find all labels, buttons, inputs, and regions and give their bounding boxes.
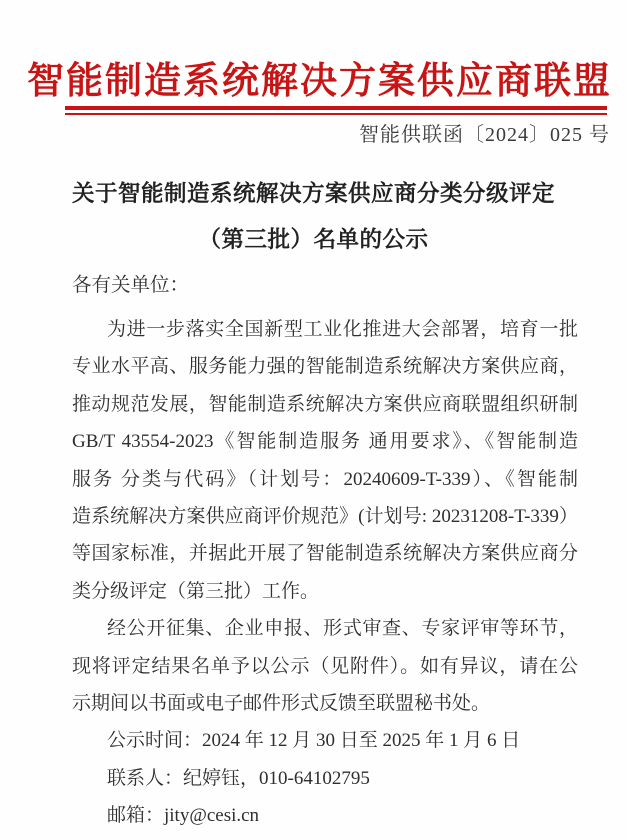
org-title: 智能制造系统解决方案供应商联盟	[27, 61, 612, 102]
paragraph-1-line: 造系统解决方案供应商评价规范》(计划号: 20231208-T-339）	[72, 506, 578, 528]
document-body	[0, 272, 627, 835]
paragraph-2-line: 经公开征集、企业申报、形式审查、专家评审等环节，	[107, 618, 578, 640]
contact-person: 联系人：纪婷钰，010-64102795	[107, 767, 370, 789]
paragraph-1-line: 为进一步落实全国新型工业化推进大会部署，培育一批	[107, 319, 578, 340]
paragraph-1-line: 推动规范发展，智能制造系统解决方案供应商联盟组织研制	[72, 393, 578, 415]
subject-title	[0, 171, 627, 263]
paragraph-1-line: 等国家标准，并据此开展了智能制造系统解决方案供应商分	[72, 543, 578, 565]
paragraph-2-line: 示期间以书面或电子邮件形式反馈至联盟秘书处。	[72, 693, 491, 715]
paragraph-2	[72, 610, 578, 722]
salutation: 各有关单位：	[72, 275, 190, 296]
paragraph-1-line: 专业水平高、服务能力强的智能制造系统解决方案供应商，	[72, 356, 578, 378]
paragraph-1-line: 服务 分类与代码》（计划号：20240609-T-339）、《智能制	[72, 468, 578, 490]
subject-title-line1: 关于智能制造系统解决方案供应商分类分级评定	[71, 181, 555, 206]
paragraph-1	[72, 311, 578, 610]
publicity-period: 公示时间：2024 年 12 月 30 日至 2025 年 1 月 6 日	[107, 730, 521, 752]
paragraph-1-line: GB/T 43554-2023《智能制造服务 通用要求》、《智能制造	[72, 431, 578, 453]
paragraph-1-line: 类分级评定（第三批）工作。	[72, 580, 320, 602]
paragraph-2-line: 现将评定结果名单予以公示（见附件）。如有异议，请在公	[72, 655, 578, 677]
subject-title-line2: （第三批）名单的公示	[198, 227, 429, 252]
contact-email: 邮箱：jity@cesi.cn	[107, 805, 260, 827]
doc-number: 智能供联函〔2024〕025 号	[359, 124, 610, 146]
letterhead-double-rule	[65, 106, 607, 115]
